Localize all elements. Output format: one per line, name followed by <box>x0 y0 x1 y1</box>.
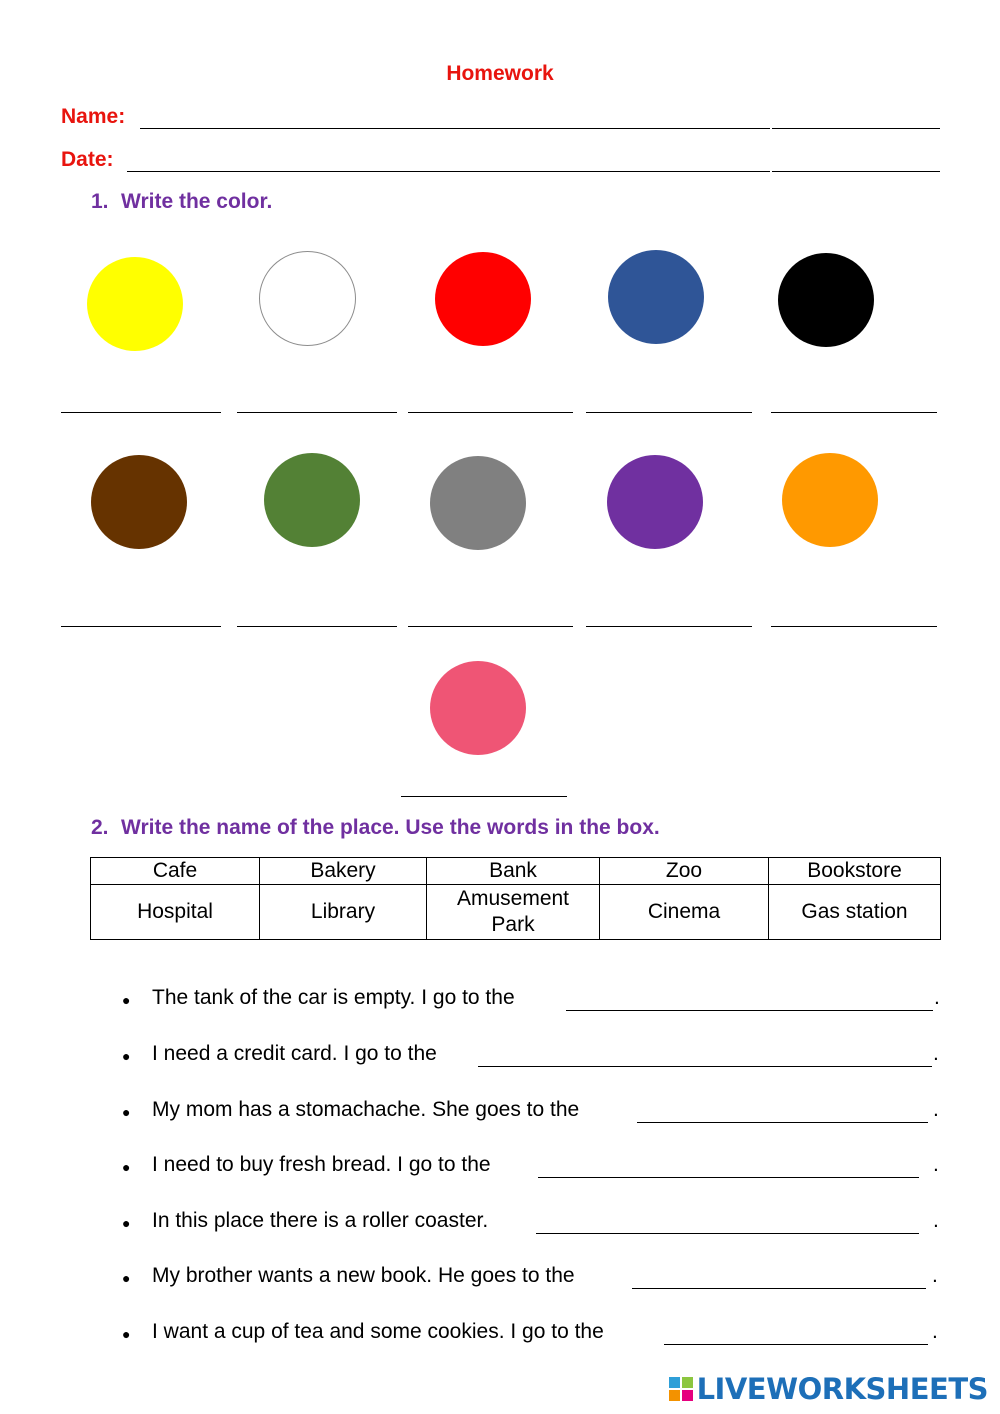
answer-line-8[interactable] <box>408 626 573 627</box>
word-box-row <box>91 858 941 885</box>
color-circle-gray <box>430 456 526 550</box>
answer-line-7[interactable] <box>237 626 397 627</box>
answer-line-9[interactable] <box>586 626 752 627</box>
logo-text: LIVEWORKSHEETS <box>696 1372 988 1406</box>
color-circle-black <box>778 253 874 347</box>
sentence-4-period: . <box>933 1153 939 1176</box>
word-cell: Hospital <box>91 885 260 940</box>
color-circle-red <box>435 252 531 346</box>
word-cell: Cinema <box>600 885 769 940</box>
word-cell: Bakery <box>260 858 427 885</box>
sentence-5-blank[interactable] <box>536 1233 919 1234</box>
color-circle-purple <box>607 455 703 549</box>
bullet-7: ● <box>122 1326 131 1342</box>
bullet-4: ● <box>122 1159 131 1175</box>
sentence-7-period: . <box>932 1320 938 1343</box>
color-circle-white <box>259 251 356 346</box>
sentence-7-blank[interactable] <box>664 1344 928 1345</box>
date-line[interactable] <box>127 171 770 172</box>
answer-line-4[interactable] <box>586 412 752 413</box>
word-cell: Bank <box>427 858 600 885</box>
answer-line-10[interactable] <box>771 626 937 627</box>
section-2-heading <box>91 816 660 840</box>
sentence-5: In this place there is a roller coaster. <box>152 1209 489 1232</box>
logo-grid-icon <box>669 1377 693 1401</box>
answer-line-5[interactable] <box>771 412 937 413</box>
color-circle-yellow <box>87 257 183 351</box>
answer-line-6[interactable] <box>61 626 221 627</box>
liveworksheets-logo <box>669 1372 988 1406</box>
name-line-extension[interactable] <box>772 128 940 129</box>
sentence-4: I need to buy fresh bread. I go to the <box>152 1153 491 1176</box>
word-box-row <box>91 885 941 940</box>
word-cell: Gas station <box>769 885 941 940</box>
sentence-6-period: . <box>932 1264 938 1287</box>
bullet-1: ● <box>122 992 131 1008</box>
sentence-2-blank[interactable] <box>478 1066 932 1067</box>
answer-line-2[interactable] <box>237 412 397 413</box>
sentence-3-blank[interactable] <box>637 1122 928 1123</box>
bullet-2: ● <box>122 1048 131 1064</box>
color-circle-pink <box>430 661 526 755</box>
name-label: Name: <box>61 105 126 128</box>
bullet-3: ● <box>122 1104 131 1120</box>
sentence-4-blank[interactable] <box>538 1177 919 1178</box>
bullet-6: ● <box>122 1270 131 1286</box>
sentence-2: I need a credit card. I go to the <box>152 1042 437 1065</box>
date-label: Date: <box>61 148 114 171</box>
section-1-number: 1. <box>91 190 109 213</box>
color-circle-blue <box>608 250 704 344</box>
answer-line-11[interactable] <box>401 796 567 797</box>
sentence-6-blank[interactable] <box>632 1288 926 1289</box>
word-cell: Cafe <box>91 858 260 885</box>
sentence-1: The tank of the car is empty. I go to the <box>152 986 515 1009</box>
sentence-3: My mom has a stomachache. She goes to the <box>152 1098 580 1121</box>
sentence-6: My brother wants a new book. He goes to the <box>152 1264 575 1287</box>
answer-line-3[interactable] <box>408 412 573 413</box>
section-2-number: 2. <box>91 816 109 839</box>
date-line-extension[interactable] <box>772 171 940 172</box>
page-title: Homework <box>446 62 554 85</box>
section-1-heading <box>91 190 272 214</box>
sentence-5-period: . <box>933 1209 939 1232</box>
color-circle-brown <box>91 455 187 549</box>
name-line[interactable] <box>140 128 770 129</box>
sentence-7: I want a cup of tea and some cookies. I go to the <box>152 1320 604 1343</box>
word-cell: Zoo <box>600 858 769 885</box>
bullet-5: ● <box>122 1215 131 1231</box>
color-circle-green <box>264 453 360 547</box>
word-box <box>90 857 941 940</box>
section-2-title: Write the name of the place. Use the words in the box. <box>121 816 660 839</box>
word-cell: Library <box>260 885 427 940</box>
sentence-2-period: . <box>933 1042 939 1065</box>
answer-line-1[interactable] <box>61 412 221 413</box>
color-circle-orange <box>782 453 878 547</box>
sentence-1-blank[interactable] <box>566 1010 933 1011</box>
sentence-1-period: . <box>934 986 940 1009</box>
section-1-title: Write the color. <box>121 190 273 213</box>
word-cell: Amusement Park <box>427 885 600 940</box>
sentence-3-period: . <box>933 1098 939 1121</box>
word-cell: Bookstore <box>769 858 941 885</box>
